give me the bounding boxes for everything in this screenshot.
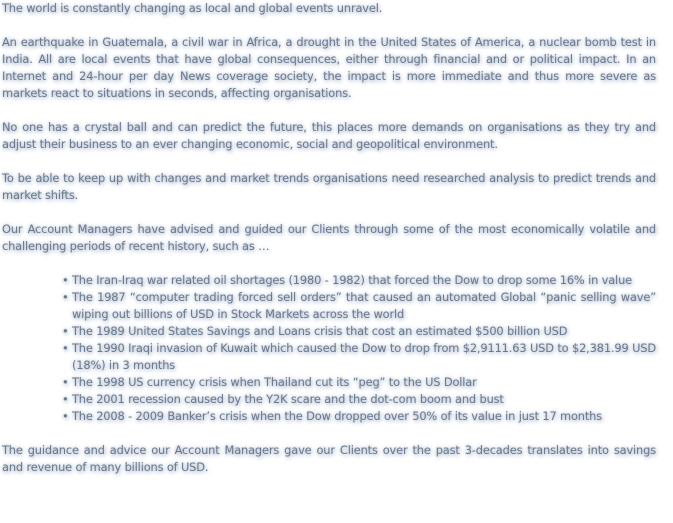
list-item — [62, 272, 656, 289]
bullet-icon: • — [62, 290, 69, 304]
list-item-text: The 1990 Iraqi invasion of Kuwait which caused the Dow to drop from $2,9111.63 USD to $2,381.99 USD (18%) in 3 months — [72, 341, 656, 372]
paragraph-spacer — [2, 102, 656, 119]
list-item-text: The 2008 - 2009 Banker’s crisis when the Dow dropped over 50% of its value in just 17 months — [72, 409, 603, 423]
list-item-text: The 1987 “computer trading forced sell orders” that caused an automated Global “panic selling wave” wiping out billions of USD in Stock Markets across the world — [72, 290, 656, 321]
crystal-ball-paragraph: No one has a crystal ball and can predict the future, this places more demands on organisations as they try and adjust their business to an ever changing economic, social and geopolitical environment. — [2, 120, 656, 151]
list-item — [62, 323, 656, 340]
paragraph-spacer — [2, 425, 656, 442]
bullet-icon: • — [62, 409, 69, 423]
list-item — [62, 391, 656, 408]
bullet-icon: • — [62, 341, 69, 355]
list-item — [62, 289, 656, 323]
list-item-text: The 2001 recession caused by the Y2K scare and the dot-com boom and bust — [72, 392, 504, 406]
list-item — [62, 374, 656, 391]
list-item-text: The 1989 United States Savings and Loans crisis that cost an estimated $500 billion USD — [72, 324, 568, 338]
article-body — [2, 0, 656, 476]
list-item — [62, 408, 656, 425]
bullet-icon: • — [62, 273, 69, 287]
account-managers-paragraph: Our Account Managers have advised and guided our Clients through some of the most economically volatile and challenging periods of recent history, such as … — [2, 222, 656, 253]
list-item-text: The Iran-Iraq war related oil shortages (1980 - 1982) that forced the Dow to drop some 16% in value — [72, 273, 632, 287]
conclusion-paragraph: The guidance and advice our Account Managers gave our Clients over the past 3-decades translates into savings and revenue of many billions of USD. — [2, 443, 656, 474]
intro-paragraph: The world is constantly changing as local and global events unravel. — [2, 1, 383, 15]
list-item-text: The 1998 US currency crisis when Thailand cut its “peg” to the US Dollar — [72, 375, 477, 389]
bullet-icon: • — [62, 324, 69, 338]
paragraph-spacer — [2, 204, 656, 221]
paragraph-spacer — [2, 17, 656, 34]
paragraph-spacer — [2, 255, 656, 272]
paragraph-spacer — [2, 153, 656, 170]
bullet-icon: • — [62, 375, 69, 389]
global-events-paragraph: An earthquake in Guatemala, a civil war in Africa, a drought in the United States of America, a nuclear bomb test in India. All are local events that have global consequences, either through financial and or political impact. In an Internet and 24-hour per day News coverage society, the impact is more immediate and thus more severe as markets react to situations in seconds, affecting organisations. — [2, 35, 656, 100]
market-trends-paragraph: To be able to keep up with changes and market trends organisations need researched analysis to predict trends and market shifts. — [2, 171, 656, 202]
events-list — [62, 272, 656, 425]
list-item — [62, 340, 656, 374]
bullet-icon: • — [62, 392, 69, 406]
